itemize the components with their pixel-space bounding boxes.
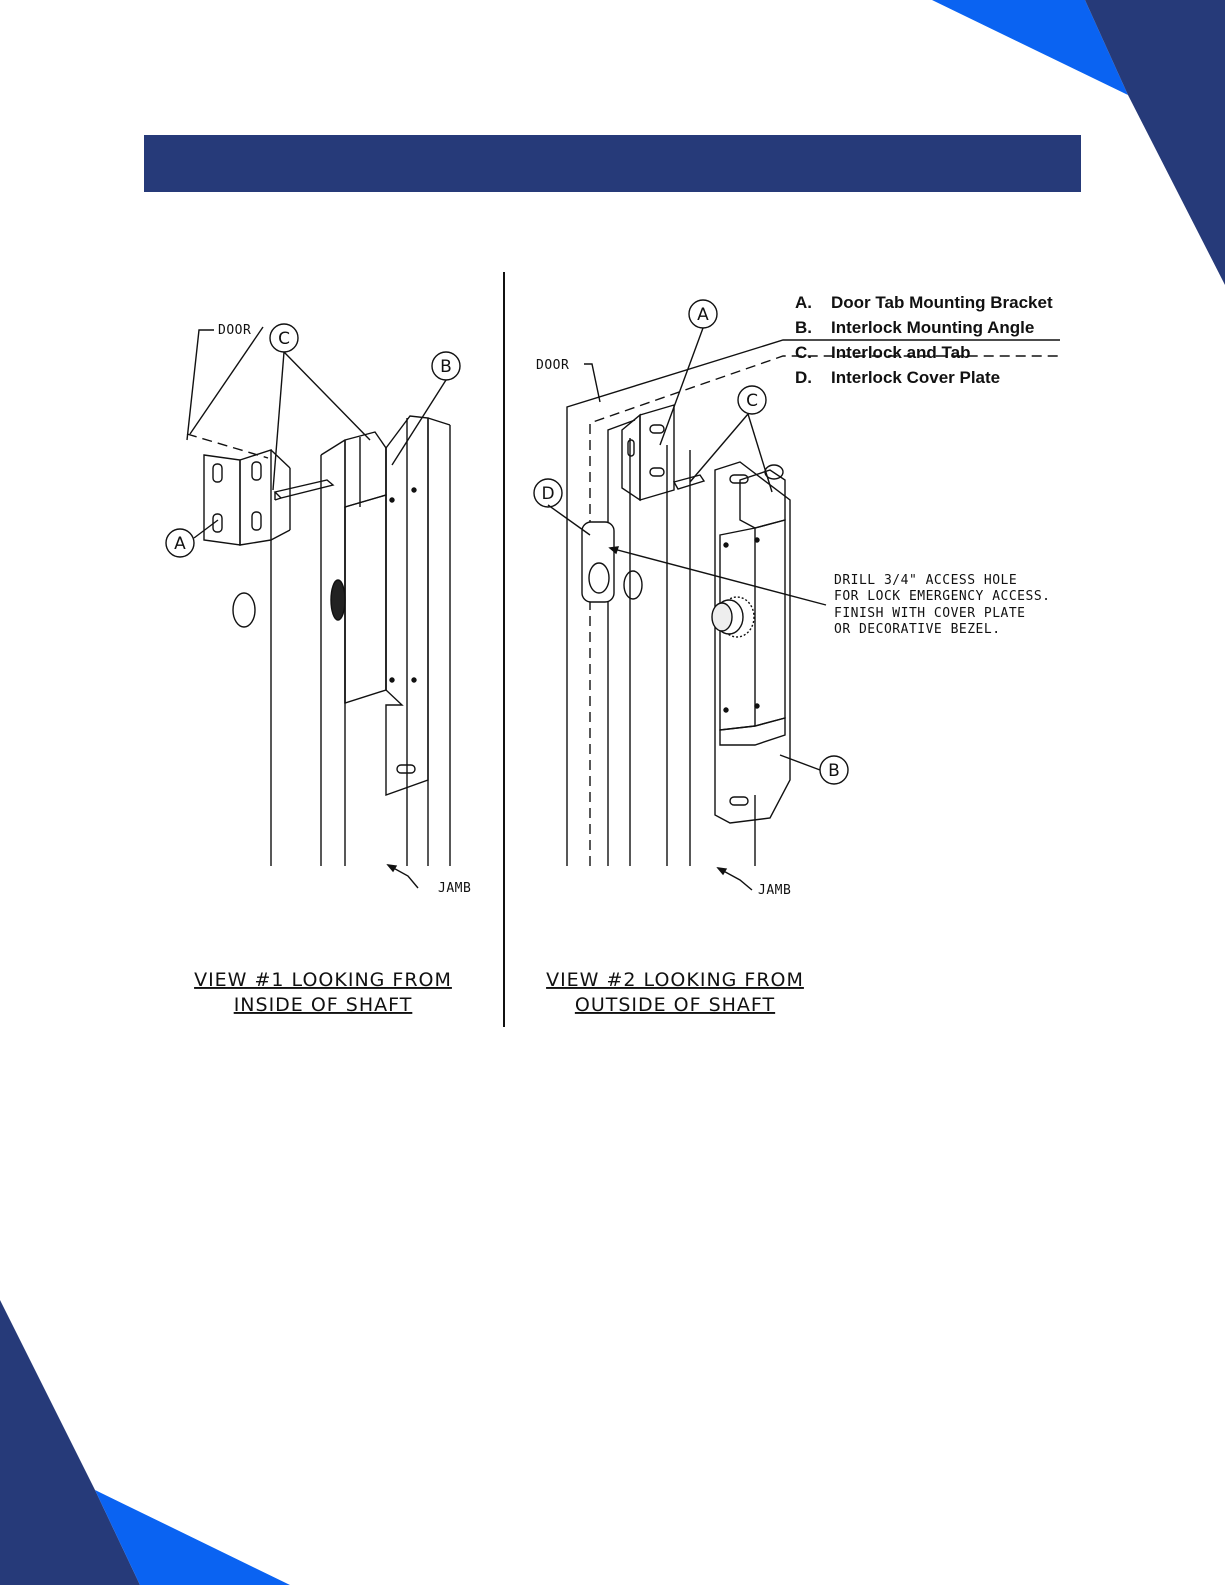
legend-item-c bbox=[795, 340, 1053, 365]
legend-key-b: B. bbox=[795, 318, 812, 337]
view2-note-line3: FINISH WITH COVER PLATE bbox=[834, 606, 1026, 621]
view2-note-line2: FOR LOCK EMERGENCY ACCESS. bbox=[834, 589, 1051, 604]
legend-text-b: Interlock Mounting Angle bbox=[831, 318, 1035, 337]
view2-door-label: DOOR bbox=[536, 358, 570, 373]
view2-title-line1: VIEW #2 LOOKING FROM bbox=[546, 969, 804, 991]
legend-item-b bbox=[795, 315, 1053, 340]
view2-callout-c: C bbox=[746, 391, 758, 411]
view1-callout-c: C bbox=[278, 329, 290, 349]
view2-callout-a: A bbox=[697, 305, 709, 325]
view2-note-line1: DRILL 3/4" ACCESS HOLE bbox=[834, 573, 1018, 588]
legend-text-c: Interlock and Tab bbox=[831, 343, 971, 362]
view1-callout-a: A bbox=[174, 534, 186, 554]
legend-key-d: D. bbox=[795, 368, 812, 387]
view1-callout-b: B bbox=[440, 357, 452, 377]
view1-door-label: DOOR bbox=[218, 323, 252, 338]
view1-jamb-label: JAMB bbox=[438, 881, 472, 896]
view1-drawing bbox=[187, 327, 450, 888]
view1-title-line2: INSIDE OF SHAFT bbox=[233, 994, 413, 1016]
legend-item-a bbox=[795, 290, 1053, 315]
view2-jamb-label: JAMB bbox=[758, 883, 792, 898]
legend-item-d bbox=[795, 365, 1053, 390]
view2-note-line4: OR DECORATIVE BEZEL. bbox=[834, 622, 1001, 637]
legend-key-c: C. bbox=[795, 343, 812, 362]
legend-text-a: Door Tab Mounting Bracket bbox=[831, 293, 1053, 312]
parts-legend bbox=[795, 290, 1053, 390]
view2-callout-b: B bbox=[828, 761, 840, 781]
view1-title-line1: VIEW #1 LOOKING FROM bbox=[194, 969, 452, 991]
legend-key-a: A. bbox=[795, 293, 812, 312]
view2-callout-d: D bbox=[541, 484, 555, 504]
view2-title-line2: OUTSIDE OF SHAFT bbox=[574, 994, 776, 1016]
legend-text-d: Interlock Cover Plate bbox=[831, 368, 1001, 387]
